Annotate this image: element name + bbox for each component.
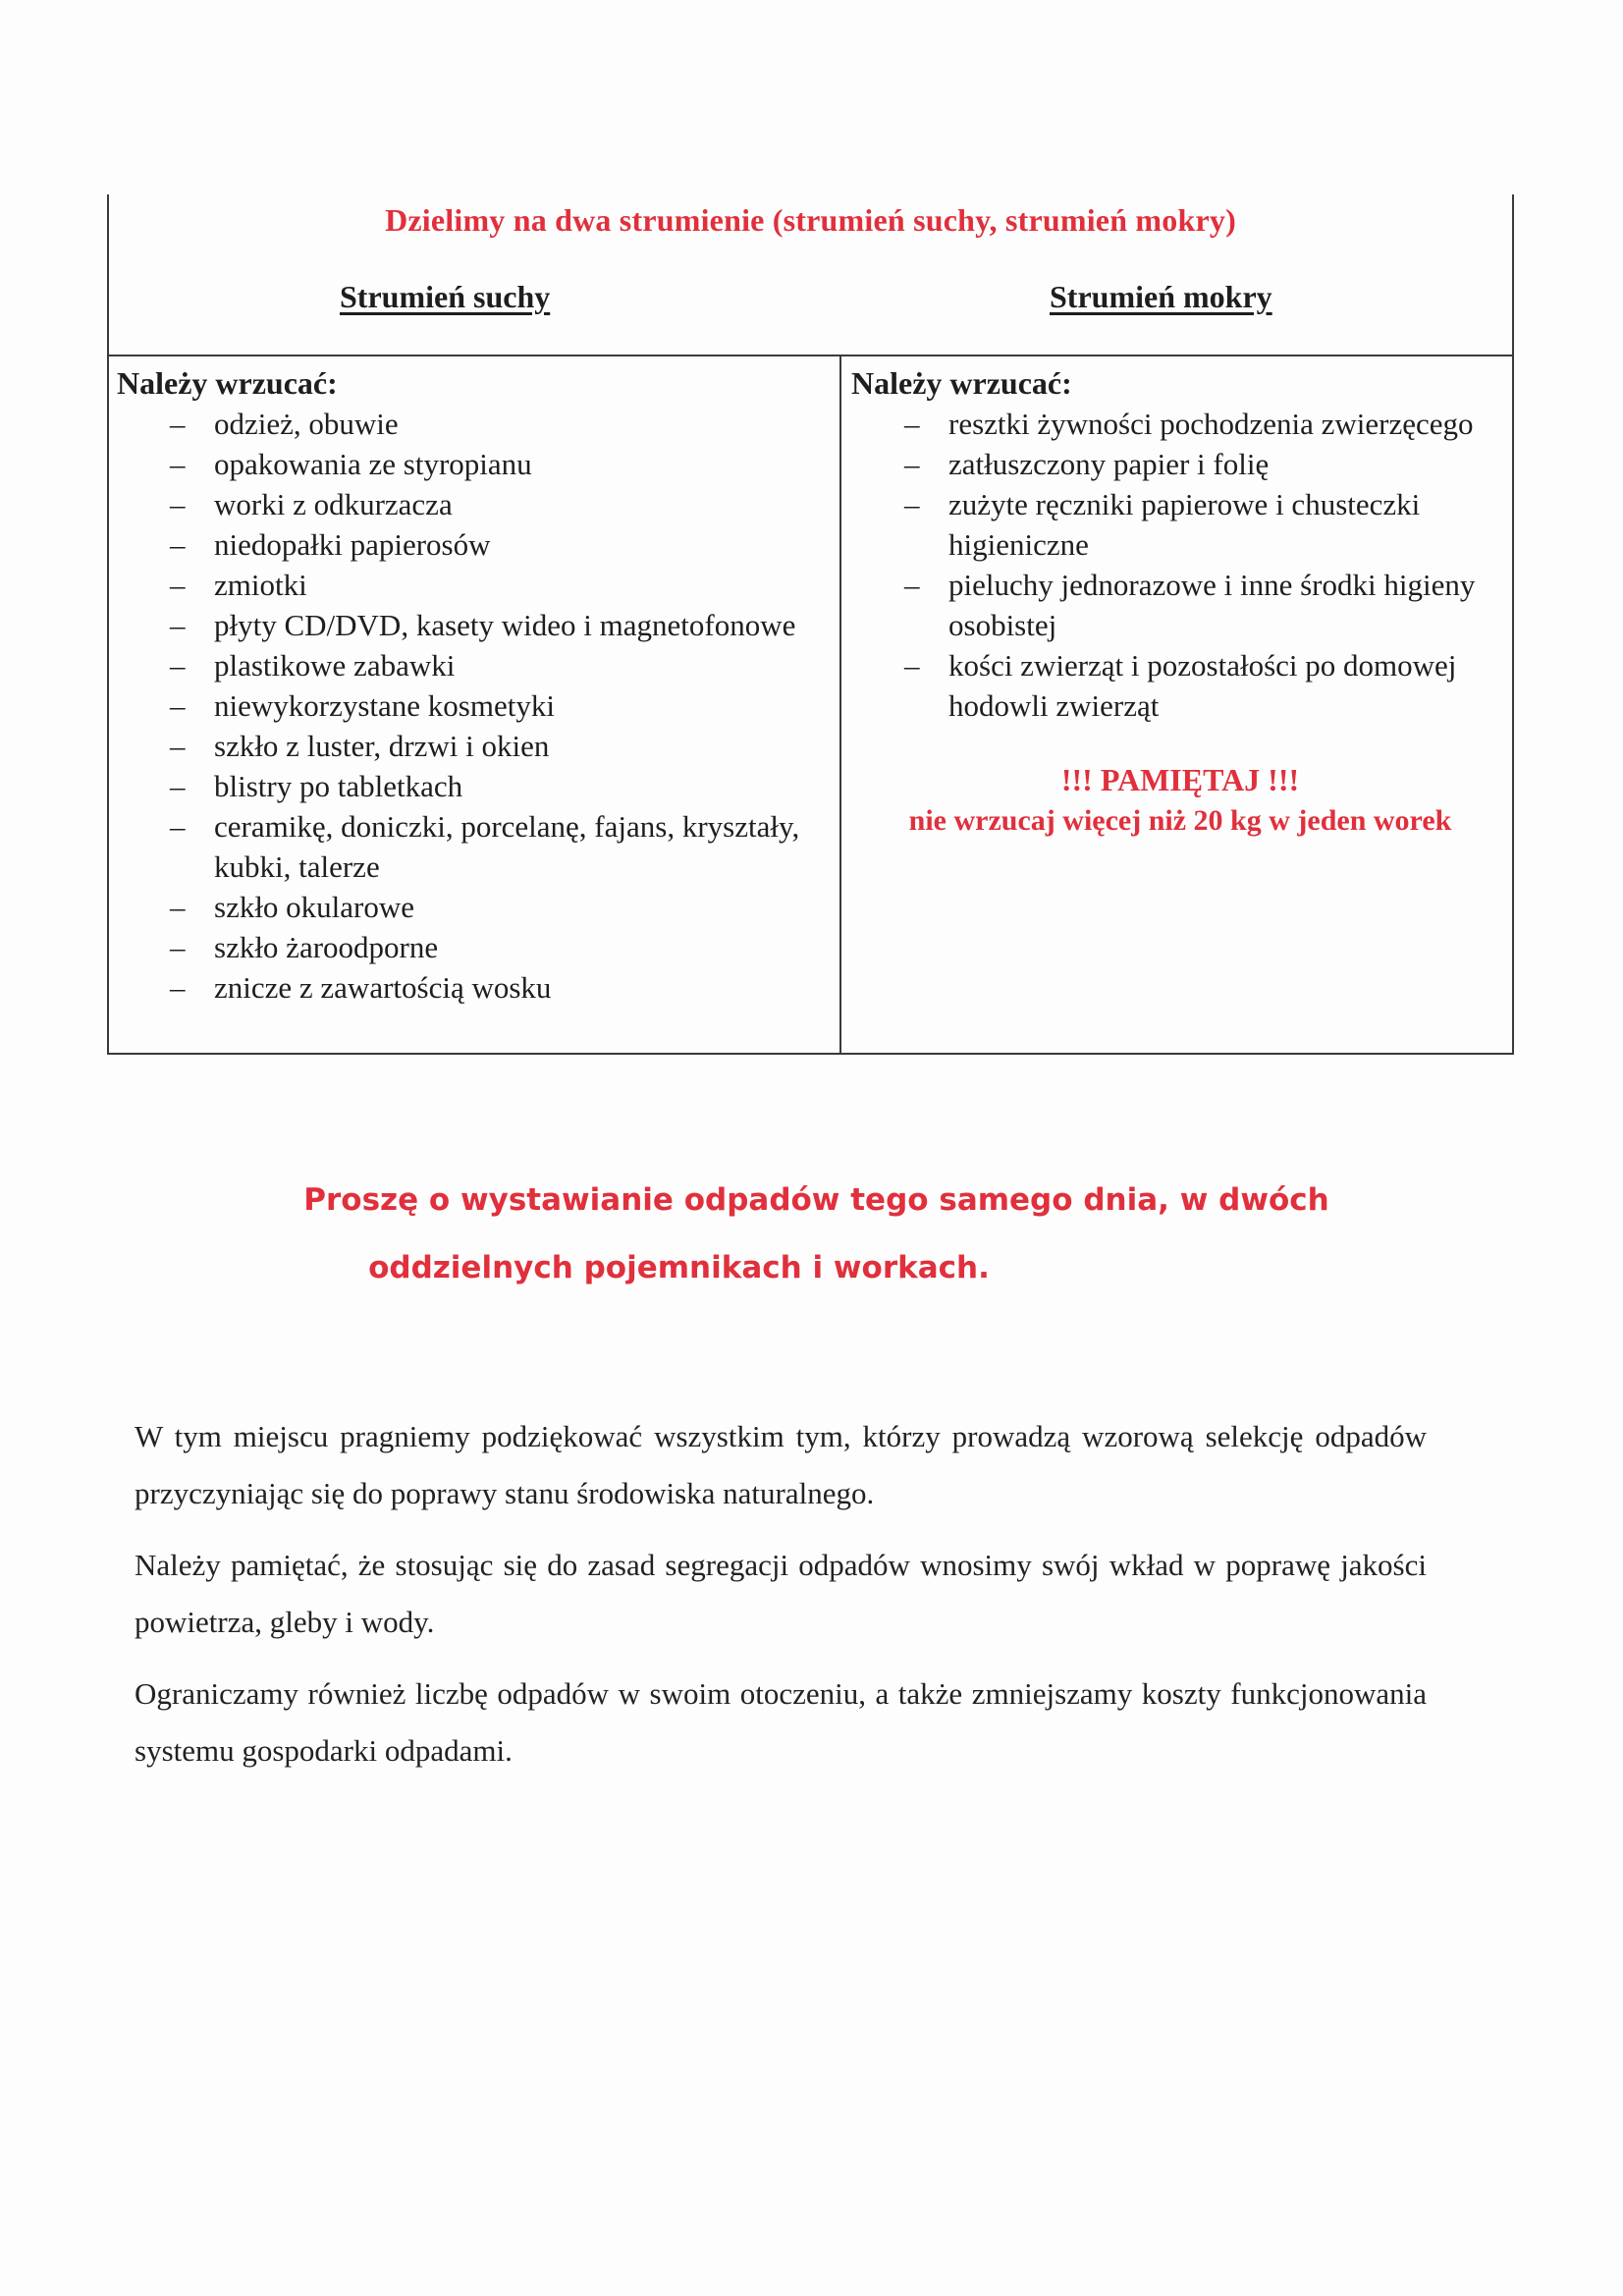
table-title: Dzielimy na dwa strumienie (strumień suchy, strumień mokry) [385, 202, 1236, 238]
dry-stream-list [117, 404, 829, 1008]
wet-stream-list [851, 404, 1509, 726]
remember-text: nie wrzucaj więcej niż 20 kg w jeden worek [908, 804, 1452, 837]
dry-stream-cell [117, 363, 829, 1008]
list-item: – szkło okularowe [117, 887, 829, 927]
paragraph-reduce: Ograniczamy również liczbę odpadów w swoim otoczeniu, a także zmniejszamy koszty funkcjonowania systemu gospodarki odpadami. [135, 1676, 1427, 1768]
wet-stream-heading: Strumień mokry [1050, 279, 1272, 314]
list-item: – opakowania ze styropianu [117, 444, 829, 484]
list-item: – zmiotki [117, 565, 829, 605]
paragraph-thanks: W tym miejscu pragniemy podziękować wszystkim tym, którzy prowadzą wzorową selekcję odpadów przyczyniając się do poprawy stanu środowiska naturalnego. [135, 1419, 1427, 1510]
list-item: – pieluchy jednorazowe i inne środki higieny osobistej [851, 565, 1509, 645]
waste-streams-table [107, 194, 1514, 1055]
list-item: – szkło żaroodporne [117, 927, 829, 967]
list-item: – niedopałki papierosów [117, 524, 829, 565]
list-item: – blistry po tabletkach [117, 766, 829, 806]
dry-stream-heading: Strumień suchy [340, 279, 551, 314]
list-item: – resztki żywności pochodzenia zwierzęcego [851, 404, 1509, 444]
remember-note [851, 760, 1509, 841]
list-item: – zatłuszczony papier i folię [851, 444, 1509, 484]
table-header [109, 194, 1512, 356]
list-item: – odzież, obuwie [117, 404, 829, 444]
dry-stream-label: Należy wrzucać: [117, 365, 338, 401]
wet-stream-label: Należy wrzucać: [851, 365, 1072, 401]
notice-line-2: oddzielnych pojemnikach i workach. [368, 1250, 990, 1285]
notice-line-1: Proszę o wystawianie odpadów tego samego dnia, w dwóch [303, 1182, 1329, 1218]
column-divider [839, 356, 841, 1053]
list-item: – kości zwierząt i pozostałości po domowej hodowli zwierząt [851, 645, 1509, 726]
remember-title: !!! PAMIĘTAJ !!! [1060, 762, 1300, 797]
list-item: – plastikowe zabawki [117, 645, 829, 685]
paragraph-remember: Należy pamiętać, że stosując się do zasad segregacji odpadów wnosimy swój wkład w poprawę jakości powietrza, gleby i wody. [135, 1548, 1427, 1639]
list-item: – zużyte ręczniki papierowe i chusteczki higieniczne [851, 484, 1509, 565]
list-item: – znicze z zawartością wosku [117, 967, 829, 1008]
list-item: – worki z odkurzacza [117, 484, 829, 524]
list-item: – niewykorzystane kosmetyki [117, 685, 829, 726]
wet-stream-cell [851, 363, 1509, 841]
list-item: – ceramikę, doniczki, porcelanę, fajans, kryształy, kubki, talerze [117, 806, 829, 887]
list-item: – szkło z luster, drzwi i okien [117, 726, 829, 766]
list-item: – płyty CD/DVD, kasety wideo i magnetofonowe [117, 605, 829, 645]
